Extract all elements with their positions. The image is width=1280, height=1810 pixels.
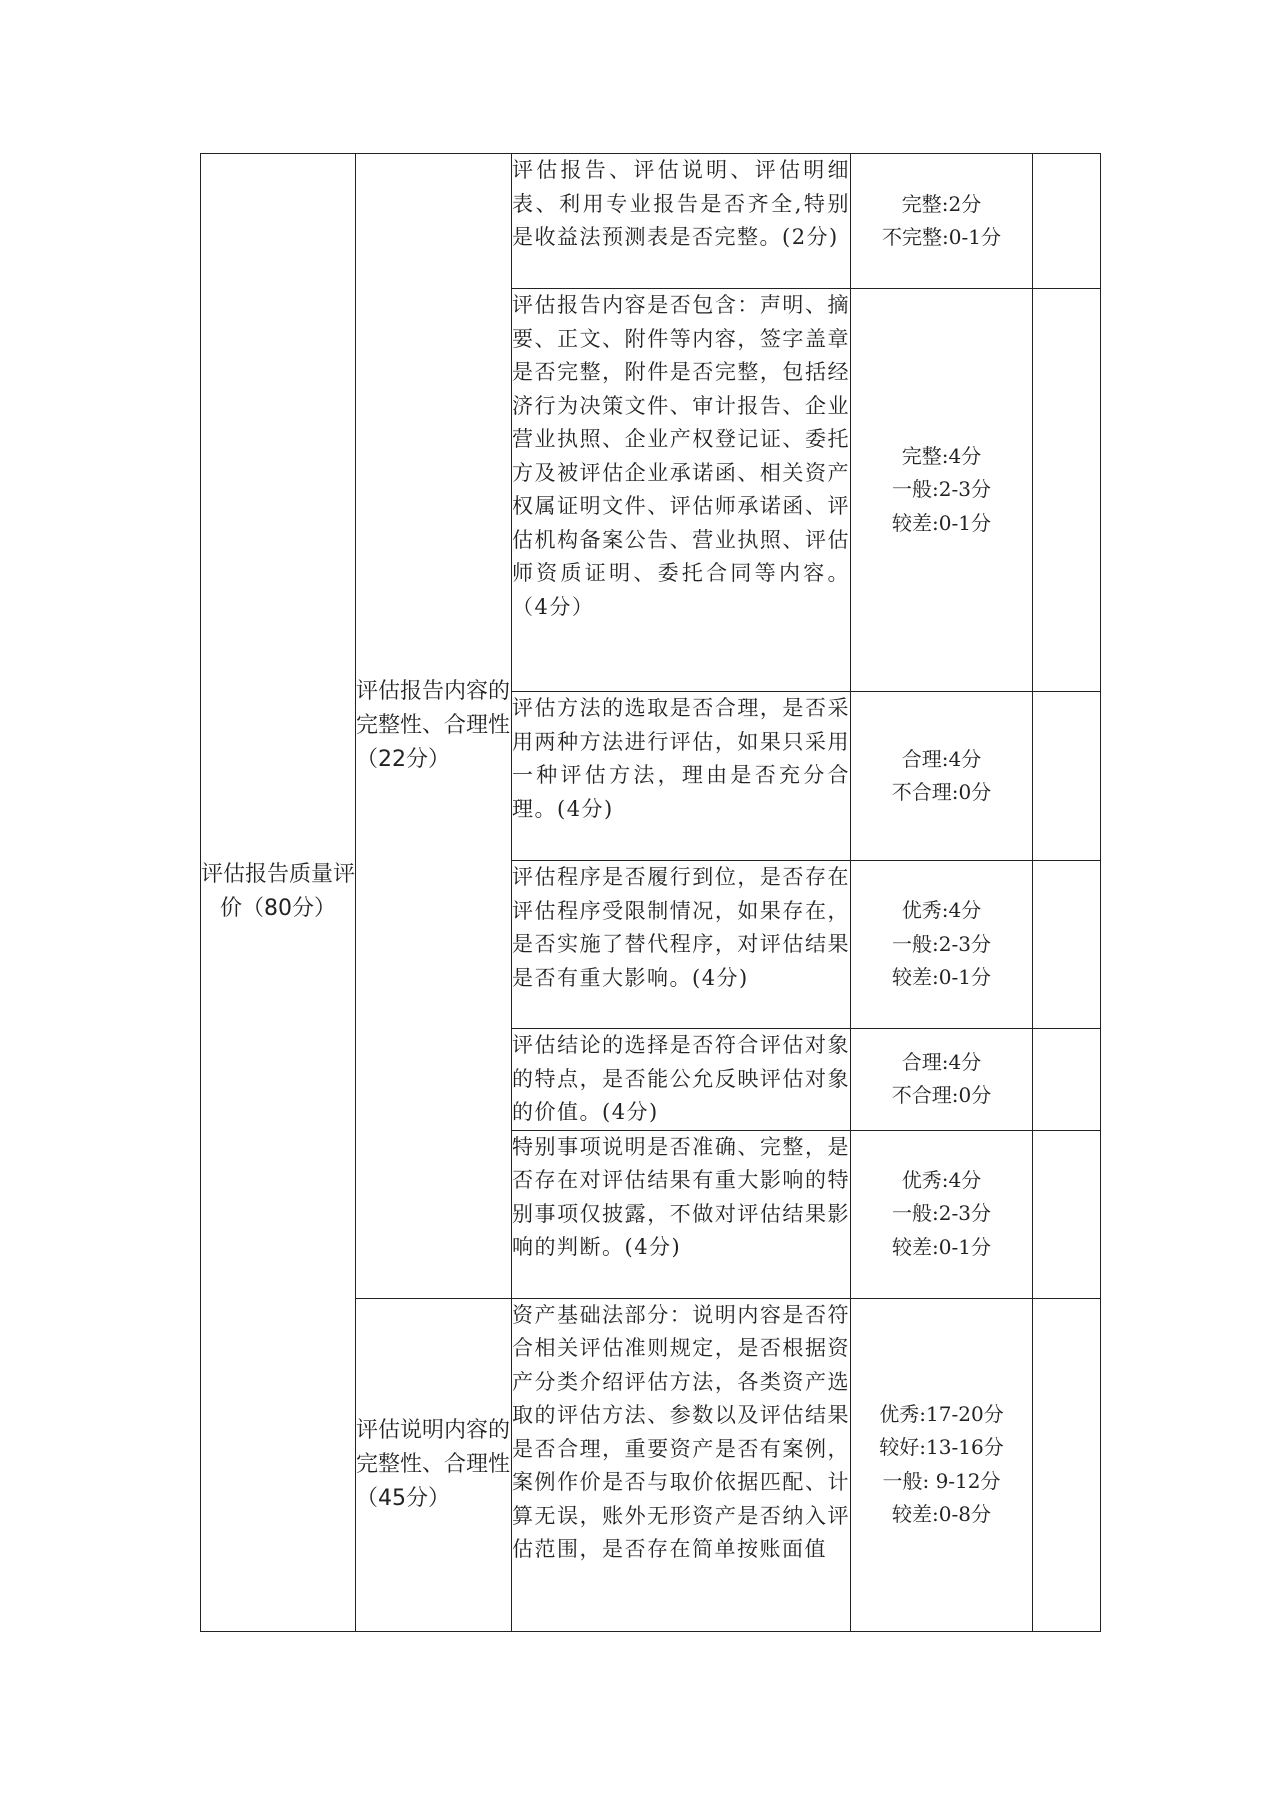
score-line: 较差:0-1分 — [892, 510, 991, 535]
score-line: 优秀:4分 — [901, 1167, 982, 1192]
criterion-cell — [512, 692, 851, 861]
score-line: 较差:0-1分 — [892, 1234, 991, 1259]
score-line: 一般: 9-12分 — [882, 1468, 1001, 1493]
subcategory-cell — [356, 1298, 512, 1631]
score-line: 合理:4分 — [901, 1049, 982, 1074]
empty-cell — [1033, 154, 1101, 289]
criterion-text: 资产基础法部分：说明内容是否符合相关评估准则规定，是否根据资产分类介绍评估方法，各类资产选取的评估方法、参数以及评估结果是否合理，重要资产是否有案例，案例作价是否与取价依据匹配、计算无误，账外无形资产是否纳入评估范围，是否存在简单按账面值 — [512, 1302, 850, 1561]
criterion-text: 评估结论的选择是否符合评估对象的特点，是否能公允反映评估对象的价值。(4分) — [512, 1033, 850, 1124]
score-line: 不合理:0分 — [891, 780, 992, 804]
criterion-text: 评估程序是否履行到位，是否存在评估程序受限制情况，如果存在，是否实施了替代程序，对评估结果是否有重大影响。(4分) — [512, 865, 850, 990]
criterion-cell — [512, 289, 851, 692]
subcategory-cell — [356, 154, 512, 1299]
score-cell — [851, 692, 1033, 861]
criterion-cell — [512, 1130, 851, 1298]
score-line: 一般:2-3分 — [892, 931, 991, 956]
score-line: 较好:13-16分 — [879, 1435, 1004, 1459]
score-cell — [851, 1029, 1033, 1131]
score-line: 不完整:0-1分 — [882, 225, 1001, 249]
score-cell — [851, 154, 1033, 289]
score-cell — [851, 1298, 1033, 1631]
empty-cell — [1033, 1130, 1101, 1298]
score-line: 合理:4分 — [901, 746, 982, 771]
score-line: 完整:4分 — [901, 443, 982, 468]
criterion-cell — [512, 1298, 851, 1631]
empty-cell — [1033, 1029, 1101, 1131]
criterion-text: 评估报告内容是否包含：声明、摘要、正文、附件等内容，签字盖章是否完整，附件是否完整，包括经济行为决策文件、审计报告、企业营业执照、企业产权登记证、委托方及被评估企业承诺函、相关资产权属证明文件、评估师承诺函、评估机构备案公告、营业执照、评估师资质证明、委托合同等内容。（4分） — [512, 293, 850, 619]
score-cell — [851, 861, 1033, 1029]
table-row — [201, 154, 1101, 289]
score-line: 完整:2分 — [901, 191, 982, 216]
score-cell — [851, 289, 1033, 692]
empty-cell — [1033, 289, 1101, 692]
empty-cell — [1033, 1298, 1101, 1631]
subcategory-label: 评估报告内容的完整性、合理性（22分） — [356, 678, 511, 772]
score-line: 较差:0-1分 — [892, 965, 991, 990]
category-label: 评估报告质量评价（80分） — [201, 862, 356, 922]
empty-cell — [1033, 692, 1101, 861]
empty-cell — [1033, 861, 1101, 1029]
criterion-cell — [512, 1029, 851, 1131]
criterion-cell — [512, 154, 851, 289]
score-line: 优秀:17-20分 — [879, 1401, 1004, 1426]
score-line: 一般:2-3分 — [892, 1201, 991, 1226]
score-line: 不合理:0分 — [891, 1083, 992, 1108]
evaluation-table — [200, 153, 1101, 1632]
score-line: 较差:0-8分 — [892, 1502, 991, 1526]
criterion-cell — [512, 861, 851, 1029]
subcategory-label: 评估说明内容的完整性、合理性（45分） — [356, 1417, 511, 1511]
score-line: 一般:2-3分 — [892, 477, 991, 502]
category-cell — [201, 154, 356, 1632]
criterion-text: 评估方法的选取是否合理，是否采用两种方法进行评估，如果只采用一种评估方法，理由是否充分合理。(4分) — [512, 696, 850, 821]
score-line: 优秀:4分 — [901, 898, 982, 923]
criterion-text: 评估报告、评估说明、评估明细表、利用专业报告是否齐全,特别是收益法预测表是否完整。(2分) — [512, 158, 850, 249]
criterion-text: 特别事项说明是否准确、完整，是否存在对评估结果有重大影响的特别事项仅披露，不做对评估结果影响的判断。(4分) — [512, 1134, 850, 1259]
score-cell — [851, 1130, 1033, 1298]
